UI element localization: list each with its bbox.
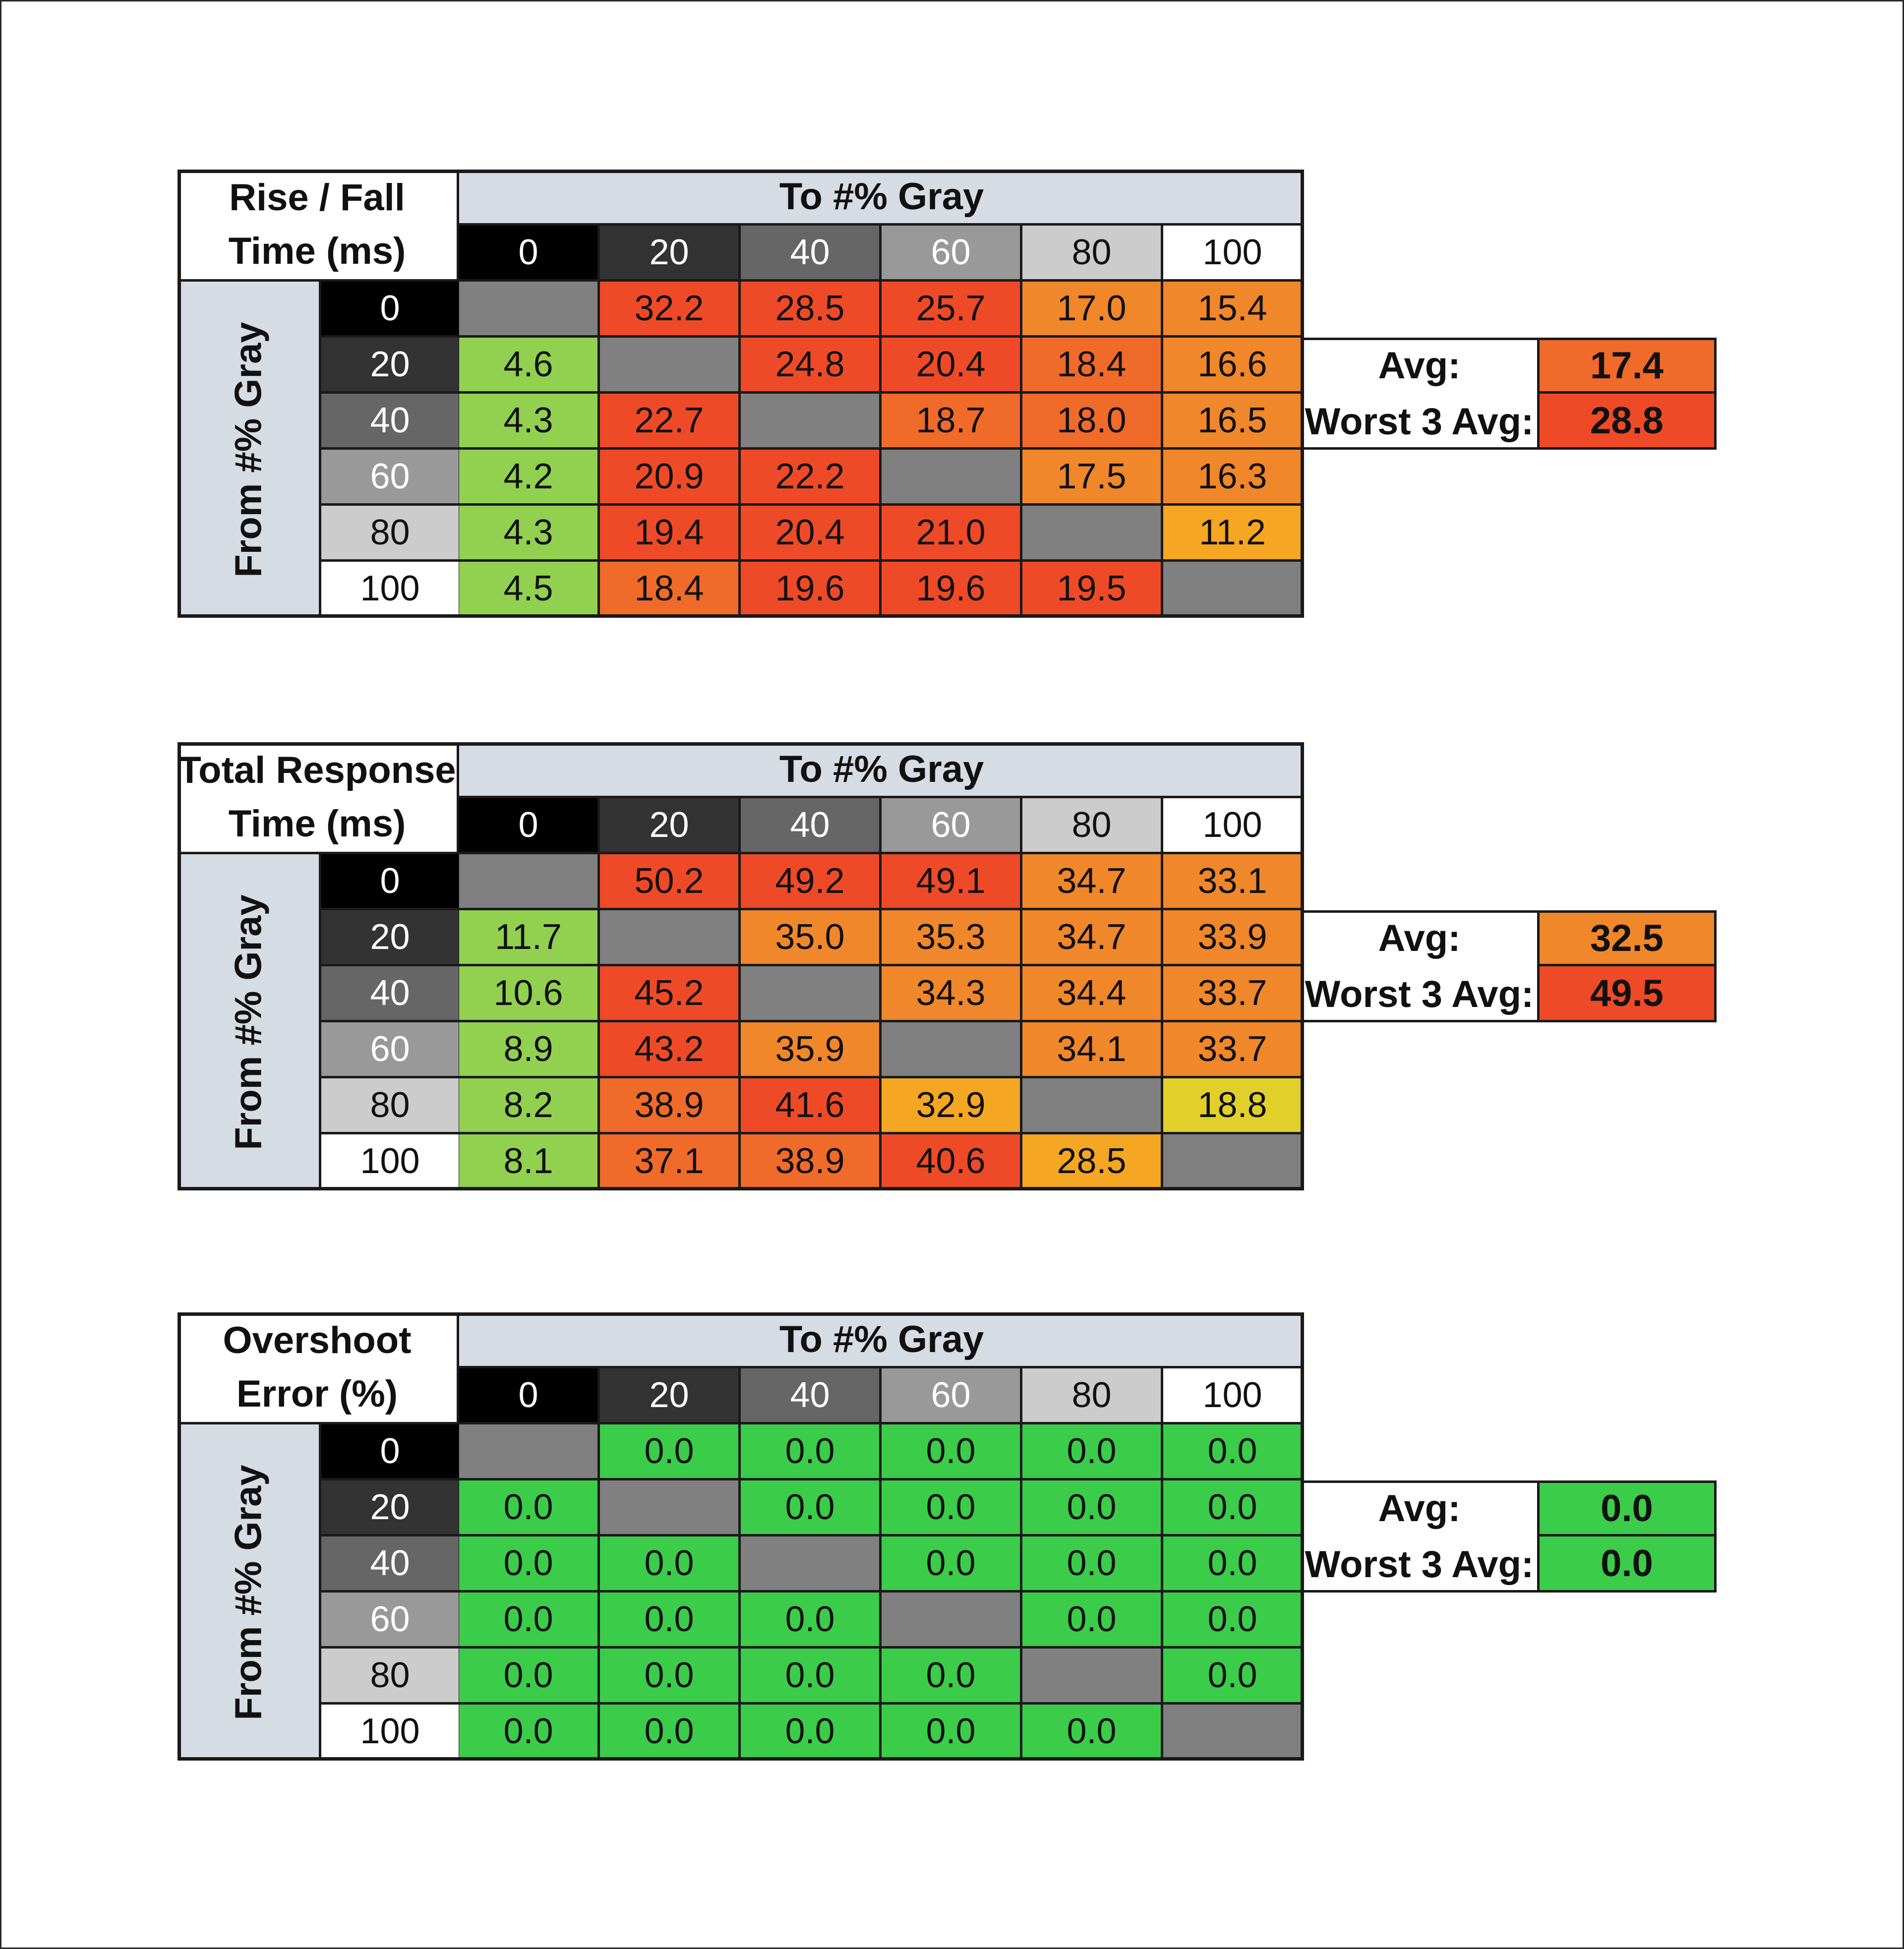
data-cell: [600, 910, 741, 966]
data-cell: 0.0: [1022, 1480, 1163, 1536]
data-cell: 0.0: [1163, 1424, 1304, 1480]
column-header-40: 40: [741, 798, 882, 854]
data-cell: 28.5: [741, 282, 882, 338]
data-cell: 8.2: [459, 1078, 600, 1134]
avg-value: 17.4: [1537, 338, 1717, 394]
column-header-80: 80: [1022, 1368, 1163, 1424]
data-cell: 10.6: [459, 966, 600, 1022]
column-header-20: 20: [600, 226, 741, 282]
data-cell: 18.7: [882, 394, 1022, 450]
data-cell: 4.3: [459, 506, 600, 562]
data-cell: 35.0: [741, 910, 882, 966]
data-cell: 49.2: [741, 854, 882, 910]
data-cell: 32.2: [600, 282, 741, 338]
table-title-line: Time (ms): [228, 802, 406, 845]
data-cell: 0.0: [882, 1649, 1022, 1705]
data-cell: [1163, 1134, 1304, 1190]
data-cell: 0.0: [1022, 1593, 1163, 1649]
column-header-100: 100: [1163, 226, 1304, 282]
column-axis-title: To #% Gray: [459, 742, 1304, 798]
row-axis-title-text: From #% Gray: [227, 894, 269, 1150]
data-cell: 49.1: [882, 854, 1022, 910]
column-header-0: 0: [459, 226, 600, 282]
data-cell: 17.5: [1022, 450, 1163, 506]
data-cell: 0.0: [1163, 1536, 1304, 1593]
data-cell: 0.0: [459, 1536, 600, 1593]
column-header-100: 100: [1163, 798, 1304, 854]
column-header-60: 60: [882, 226, 1022, 282]
data-cell: 19.6: [882, 562, 1022, 618]
data-cell: 0.0: [1022, 1424, 1163, 1480]
data-cell: 41.6: [741, 1078, 882, 1134]
data-cell: 0.0: [741, 1480, 882, 1536]
data-cell: 8.1: [459, 1134, 600, 1190]
data-cell: 8.9: [459, 1022, 600, 1078]
data-cell: 0.0: [459, 1480, 600, 1536]
data-cell: 16.5: [1163, 394, 1304, 450]
data-cell: 24.8: [741, 338, 882, 394]
data-cell: 0.0: [459, 1649, 600, 1705]
data-cell: 20.9: [600, 450, 741, 506]
data-cell: 16.3: [1163, 450, 1304, 506]
data-cell: [1022, 1078, 1163, 1134]
table-title-line: Total Response: [178, 749, 456, 791]
worst3-avg-value: 49.5: [1537, 964, 1717, 1022]
data-cell: 0.0: [600, 1536, 741, 1593]
data-cell: 33.1: [1163, 854, 1304, 910]
data-cell: 0.0: [600, 1705, 741, 1761]
data-cell: [741, 966, 882, 1022]
data-cell: 11.7: [459, 910, 600, 966]
data-cell: 18.4: [600, 562, 741, 618]
data-cell: 18.4: [1022, 338, 1163, 394]
row-header-100: 100: [321, 1705, 461, 1761]
worst3-avg-label: Worst 3 Avg:: [1302, 394, 1537, 450]
data-cell: 34.3: [882, 966, 1022, 1022]
row-axis-title: [178, 282, 321, 618]
table-title-line: Overshoot: [223, 1319, 412, 1361]
data-cell: 0.0: [882, 1536, 1022, 1593]
data-cell: [1163, 1705, 1304, 1761]
row-axis-title: [178, 1424, 321, 1761]
data-cell: 34.4: [1022, 966, 1163, 1022]
row-axis-title: [178, 854, 321, 1190]
row-header-100: 100: [321, 1134, 461, 1190]
row-header-80: 80: [321, 1078, 461, 1134]
data-cell: 45.2: [600, 966, 741, 1022]
data-cell: 19.6: [741, 562, 882, 618]
column-header-0: 0: [459, 1368, 600, 1424]
table-title: [178, 170, 459, 282]
avg-label: Avg:: [1302, 338, 1537, 394]
data-cell: 0.0: [1163, 1593, 1304, 1649]
data-cell: [600, 338, 741, 394]
row-header-60: 60: [321, 450, 461, 506]
column-header-0: 0: [459, 798, 600, 854]
data-cell: 0.0: [1163, 1480, 1304, 1536]
avg-value: 32.5: [1537, 910, 1717, 966]
data-cell: 38.9: [741, 1134, 882, 1190]
row-header-60: 60: [321, 1022, 461, 1078]
row-header-20: 20: [321, 1480, 461, 1536]
data-cell: 38.9: [600, 1078, 741, 1134]
data-cell: 17.0: [1022, 282, 1163, 338]
data-cell: 16.6: [1163, 338, 1304, 394]
data-cell: [1163, 562, 1304, 618]
row-header-60: 60: [321, 1593, 461, 1649]
data-cell: [741, 1536, 882, 1593]
data-cell: 32.9: [882, 1078, 1022, 1134]
row-header-80: 80: [321, 506, 461, 562]
data-cell: 0.0: [600, 1593, 741, 1649]
data-cell: 50.2: [600, 854, 741, 910]
data-cell: 0.0: [600, 1424, 741, 1480]
data-cell: [882, 1593, 1022, 1649]
row-header-40: 40: [321, 394, 461, 450]
column-header-100: 100: [1163, 1368, 1304, 1424]
data-cell: 0.0: [882, 1480, 1022, 1536]
data-cell: 33.9: [1163, 910, 1304, 966]
data-cell: 0.0: [1022, 1705, 1163, 1761]
table-title-line: Time (ms): [228, 230, 406, 272]
data-cell: [459, 854, 600, 910]
column-header-60: 60: [882, 1368, 1022, 1424]
data-cell: 18.8: [1163, 1078, 1304, 1134]
data-cell: 11.2: [1163, 506, 1304, 562]
column-header-80: 80: [1022, 226, 1163, 282]
avg-label: Avg:: [1302, 1480, 1537, 1536]
worst3-avg-value: 0.0: [1537, 1534, 1717, 1593]
data-cell: 43.2: [600, 1022, 741, 1078]
data-cell: 0.0: [882, 1705, 1022, 1761]
data-cell: 22.2: [741, 450, 882, 506]
data-cell: [882, 1022, 1022, 1078]
table-title-line: Error (%): [236, 1372, 398, 1415]
row-header-20: 20: [321, 910, 461, 966]
row-header-80: 80: [321, 1649, 461, 1705]
data-cell: 21.0: [882, 506, 1022, 562]
column-header-40: 40: [741, 226, 882, 282]
data-cell: 0.0: [1022, 1536, 1163, 1593]
data-cell: 0.0: [741, 1593, 882, 1649]
column-header-40: 40: [741, 1368, 882, 1424]
data-cell: [1022, 506, 1163, 562]
data-cell: 20.4: [882, 338, 1022, 394]
column-header-20: 20: [600, 798, 741, 854]
data-cell: [459, 282, 600, 338]
data-cell: 0.0: [741, 1649, 882, 1705]
data-cell: [1022, 1649, 1163, 1705]
data-cell: [459, 1424, 600, 1480]
column-header-80: 80: [1022, 798, 1163, 854]
row-axis-title-text: From #% Gray: [227, 322, 269, 578]
avg-value: 0.0: [1537, 1480, 1717, 1536]
data-cell: 4.6: [459, 338, 600, 394]
data-cell: 34.7: [1022, 854, 1163, 910]
data-cell: 0.0: [459, 1593, 600, 1649]
data-cell: [741, 394, 882, 450]
data-cell: 0.0: [600, 1649, 741, 1705]
data-cell: 40.6: [882, 1134, 1022, 1190]
data-cell: 22.7: [600, 394, 741, 450]
data-cell: 20.4: [741, 506, 882, 562]
data-cell: 0.0: [741, 1705, 882, 1761]
column-header-20: 20: [600, 1368, 741, 1424]
data-cell: 34.1: [1022, 1022, 1163, 1078]
data-cell: [600, 1480, 741, 1536]
row-header-0: 0: [321, 282, 461, 338]
data-cell: 15.4: [1163, 282, 1304, 338]
table-title: [178, 1312, 459, 1424]
data-cell: 4.5: [459, 562, 600, 618]
data-cell: 35.3: [882, 910, 1022, 966]
avg-label: Avg:: [1302, 910, 1537, 966]
row-header-0: 0: [321, 854, 461, 910]
data-cell: 37.1: [600, 1134, 741, 1190]
data-cell: 19.4: [600, 506, 741, 562]
data-cell: 33.7: [1163, 966, 1304, 1022]
data-cell: [882, 450, 1022, 506]
data-cell: 35.9: [741, 1022, 882, 1078]
data-cell: 0.0: [459, 1705, 600, 1761]
data-cell: 0.0: [741, 1424, 882, 1480]
row-header-100: 100: [321, 562, 461, 618]
row-header-20: 20: [321, 338, 461, 394]
row-header-0: 0: [321, 1424, 461, 1480]
data-cell: 19.5: [1022, 562, 1163, 618]
table-title: [178, 742, 459, 854]
data-cell: 18.0: [1022, 394, 1163, 450]
table-title-line: Rise / Fall: [229, 176, 405, 219]
data-cell: 4.3: [459, 394, 600, 450]
row-header-40: 40: [321, 1536, 461, 1593]
worst3-avg-value: 28.8: [1537, 391, 1717, 450]
data-cell: 25.7: [882, 282, 1022, 338]
worst3-avg-label: Worst 3 Avg:: [1302, 966, 1537, 1022]
worst3-avg-label: Worst 3 Avg:: [1302, 1536, 1537, 1593]
data-cell: 33.7: [1163, 1022, 1304, 1078]
column-axis-title: To #% Gray: [459, 170, 1304, 226]
data-cell: 0.0: [1163, 1649, 1304, 1705]
data-cell: 4.2: [459, 450, 600, 506]
row-header-40: 40: [321, 966, 461, 1022]
column-axis-title: To #% Gray: [459, 1312, 1304, 1368]
data-cell: 34.7: [1022, 910, 1163, 966]
column-header-60: 60: [882, 798, 1022, 854]
data-cell: 0.0: [882, 1424, 1022, 1480]
data-cell: 28.5: [1022, 1134, 1163, 1190]
row-axis-title-text: From #% Gray: [227, 1465, 269, 1720]
